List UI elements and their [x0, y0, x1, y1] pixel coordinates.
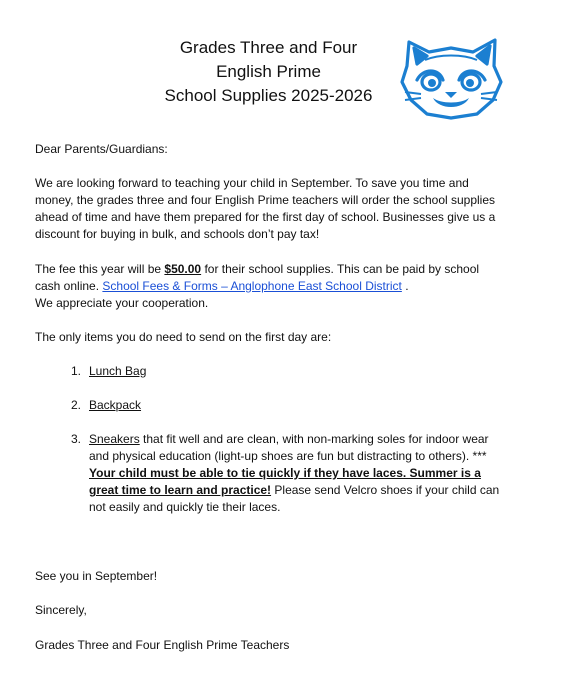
list-item-sneakers: Sneakers — [89, 432, 140, 446]
fee-text-after: for their school supplies. This can be paid by school cash online. — [35, 262, 480, 293]
fee-paragraph — [35, 261, 505, 312]
list-item — [35, 363, 505, 380]
fee-text-end: . — [401, 279, 409, 293]
appreciation-text: We appreciate your cooperation. — [35, 296, 209, 310]
header-line-grades: Grades Three and Four — [179, 38, 358, 57]
letter-signoff: Sincerely, — [35, 603, 87, 617]
letter-greeting: Dear Parents/Guardians: — [35, 142, 168, 156]
list-item-backpack: Backpack — [89, 398, 142, 412]
school-fees-link[interactable]: School Fees & Forms – Anglophone East School District — [102, 279, 402, 293]
letter-signature: Grades Three and Four English Prime Teachers — [35, 638, 290, 652]
list-item-number: 3. — [71, 432, 82, 446]
list-item — [35, 397, 505, 414]
fee-text-before: The fee this year will be — [35, 262, 165, 276]
sneakers-description: that fit well and are clean, with non-marking soles for indoor wear and physical education (light-up shoes are fun but distracting to others). *** — [89, 432, 489, 463]
list-item-lunch-bag: Lunch Bag — [89, 364, 147, 378]
letter-intro-paragraph: We are looking forward to teaching your child in September. To save you time and money, the grades three and four English Prime teachers will order the school supplies ahead of time and have them prepared for the first day of school. Businesses give us a discount for buying in bulk, and schools don’t pay tax! — [35, 176, 496, 241]
list-item-number: 2. — [71, 398, 82, 412]
items-intro-text: The only items you do need to send on the first day are: — [35, 330, 332, 344]
header-line-program: English Prime — [216, 62, 321, 81]
list-item — [35, 431, 505, 516]
velcro-note: Please send Velcro shoes if your child can not easily and quickly tie their laces. — [89, 483, 500, 514]
fee-amount: $50.00 — [164, 262, 202, 276]
laces-emphasis: Your child must be able to tie quickly if they have laces. Summer is a great time to learn and practice! — [89, 466, 481, 497]
list-item-number: 1. — [71, 364, 82, 378]
wildcat-mascot-icon — [399, 36, 503, 120]
header-line-supplies: School Supplies 2025-2026 — [164, 86, 373, 105]
supply-list — [35, 363, 505, 533]
letter-closing: See you in September! — [35, 569, 158, 583]
